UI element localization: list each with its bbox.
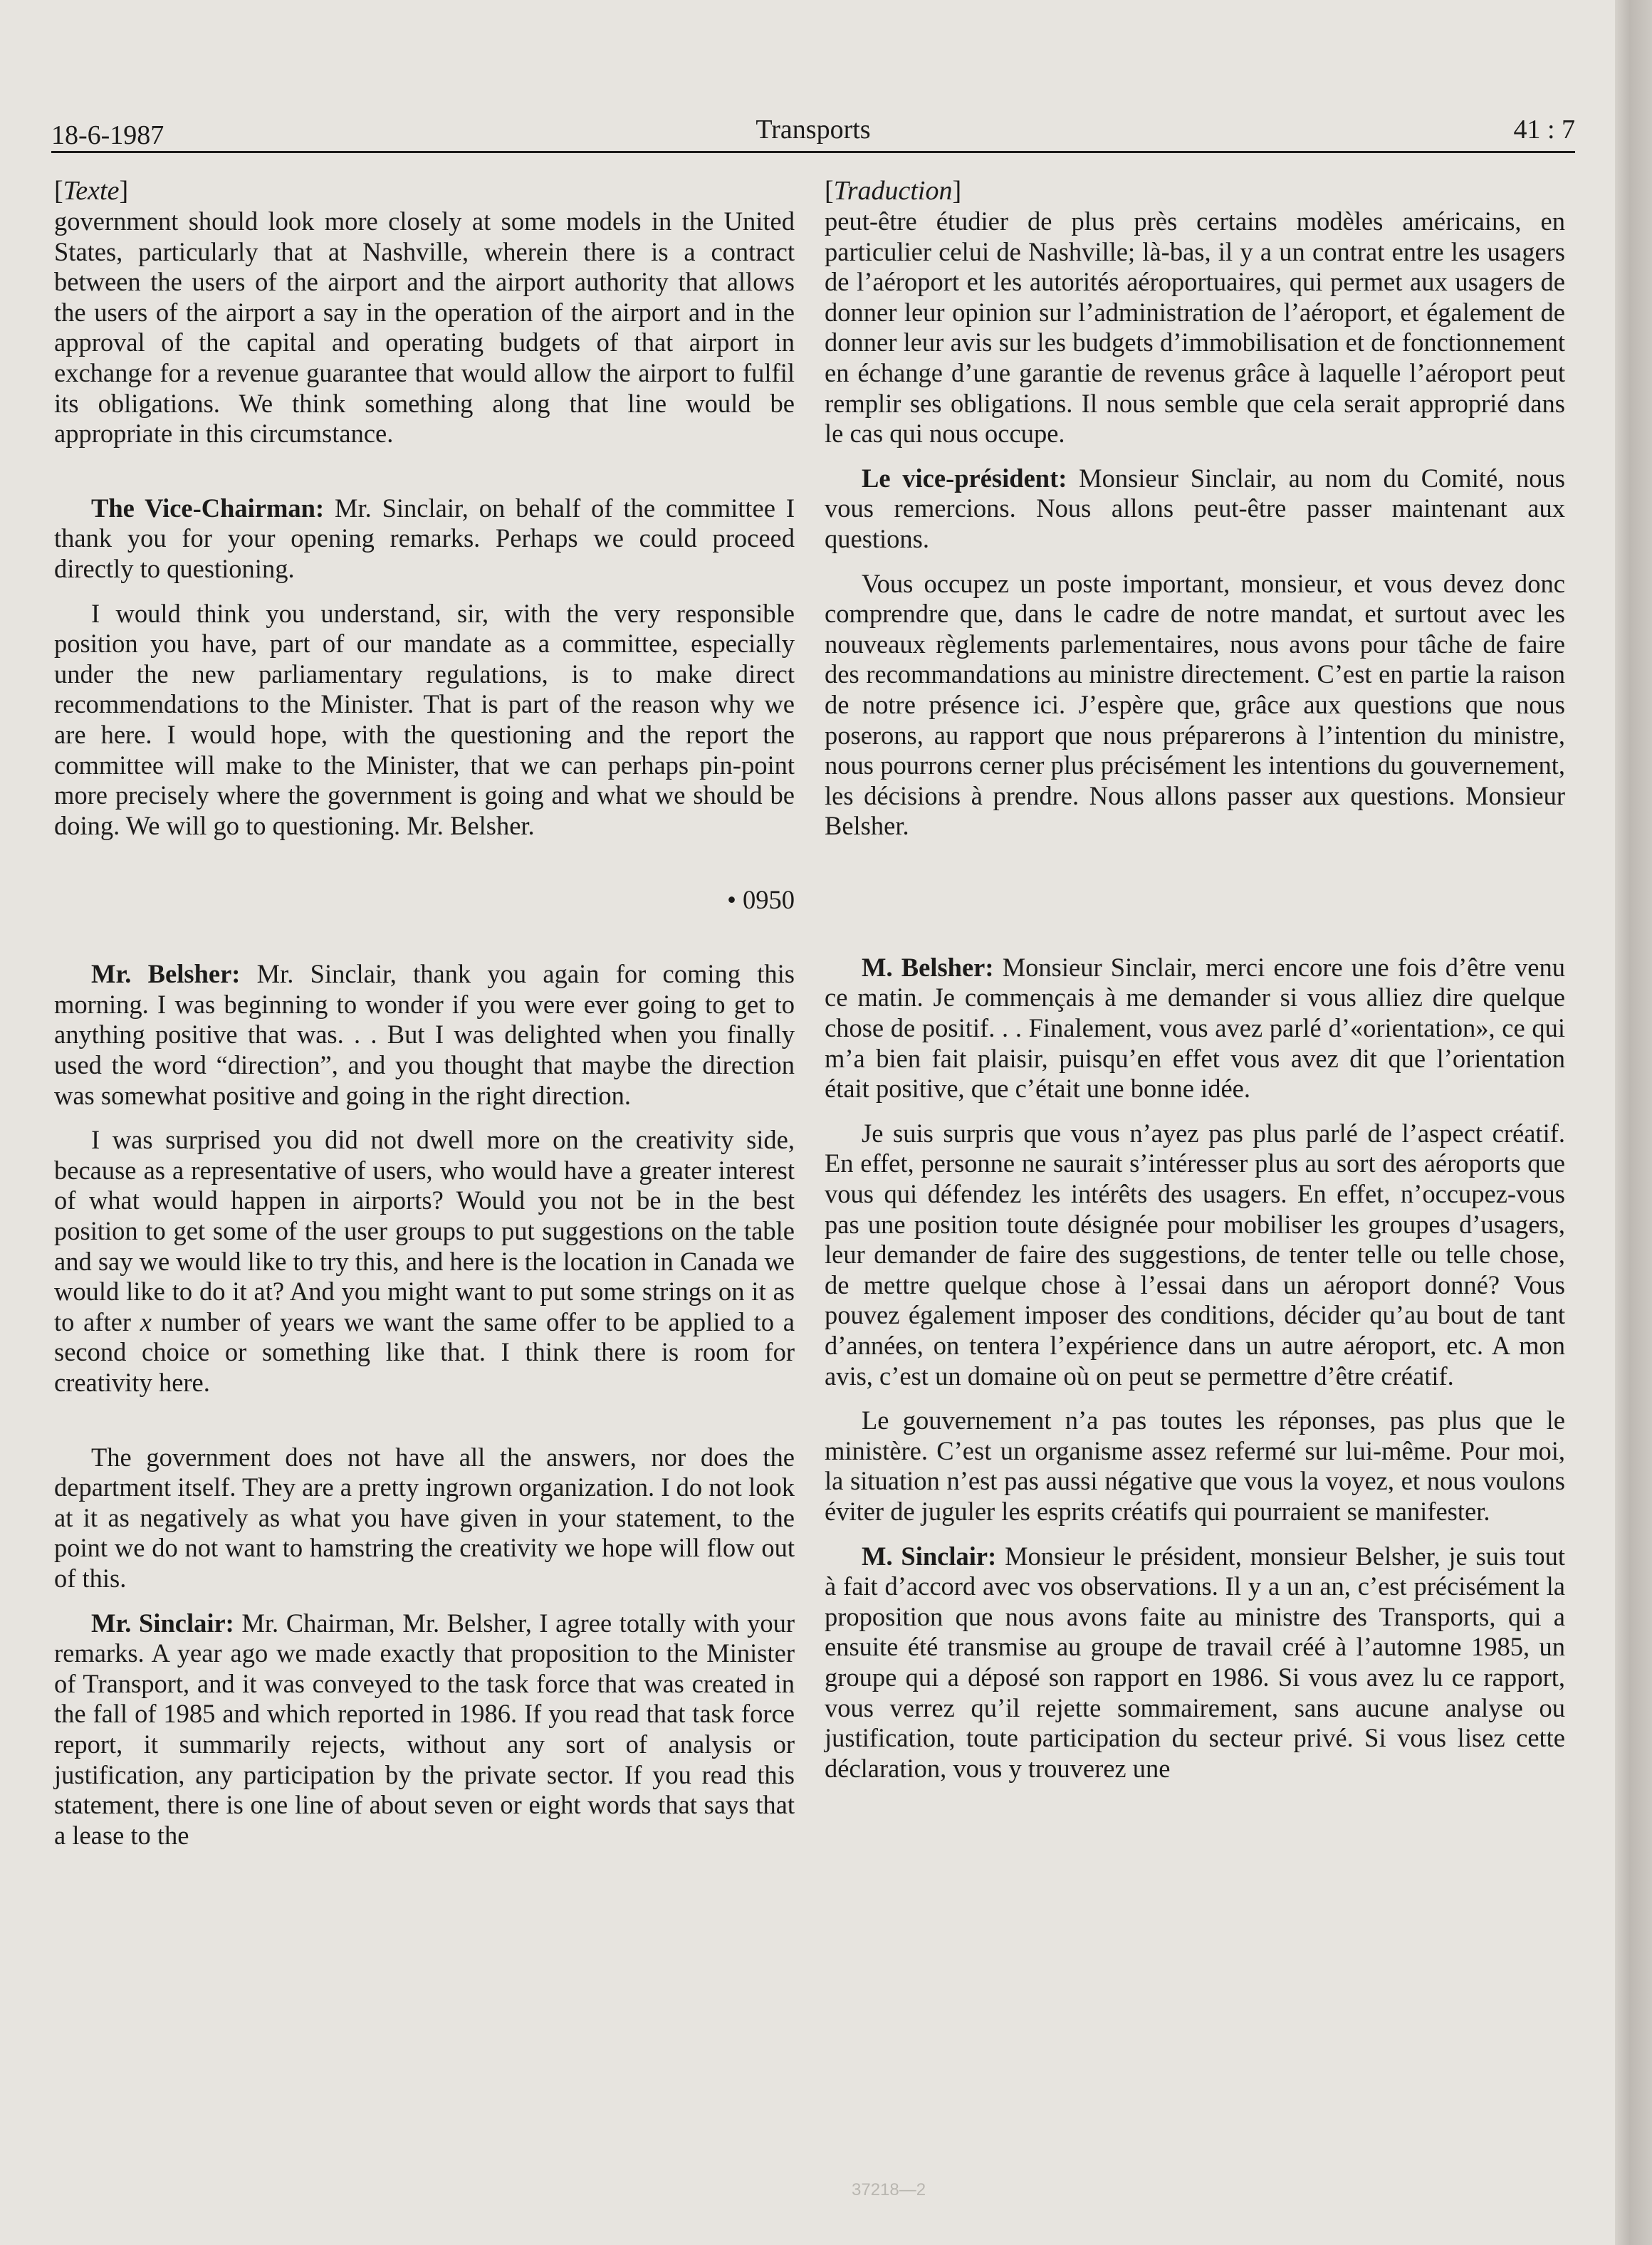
spacer xyxy=(54,1413,795,1443)
paragraph: Vous occupez un poste important, monsieur, et vous devez donc comprendre que, dans le cadre de notre mandat, et surtout avec les nouveaux règlements parlementaires, nous avons pour tâche de faire des recommandations au ministre directement. C’est en partie la raison de notre présence ici. J’espère que, grâce aux questions que nous poserons, au rapport que nous préparerons à l’intention du ministre, nous pourrons cerner plus précisément les intentions du gouvernement, les décisions à prendre. Nous allons passer aux questions. Monsieur Belsher. xyxy=(825,568,1565,841)
page-edge xyxy=(1615,0,1652,2245)
speech-text: Mr. Sinclair, on behalf of the committee I thank you for your opening remarks. Perhaps we could proceed directly to questioning. xyxy=(54,493,795,583)
section-heading-texte: [Texte] xyxy=(54,176,129,206)
speaker-paragraph xyxy=(825,1542,1565,1784)
speaker-name: The Vice-Chairman: xyxy=(91,493,325,523)
english-column xyxy=(54,175,795,1865)
paragraph: I was surprised you did not dwell more on the creativity side, because as a representative of users, who would have a greater interest of what would happen in airports? Would you not be in the best position to get some of the user groups to put suggestions on the table and say we would like to try this, and here is the location in Canada we would like to do it at? And you might want to put some strings on it as to after x number of years we want the same offer to be applied to a second choice or something like that. I think there is room for creativity here. xyxy=(54,1125,795,1397)
spacer xyxy=(54,929,795,959)
speech-text: Monsieur Sinclair, au nom du Comité, nous vous remercions. Nous allons peut-être passer maintenant aux questions. xyxy=(825,463,1565,553)
speaker-name: M. Sinclair: xyxy=(862,1541,997,1571)
speech-text: Monsieur Sinclair, merci encore une fois d’être venu ce matin. Je commençais à me demander si vous alliez dire quelque chose de positif. . . Finalement, vous avez parlé d’«orientation», ce qui m’a bien fait plaisir, puisqu’en effet vous avez dit que l’orientation était positive, que c’était une bonne idée. xyxy=(825,952,1565,1104)
header-page-number: 41 : 7 xyxy=(1513,115,1575,145)
header-title: Transports xyxy=(756,115,871,145)
paragraph: Le gouvernement n’a pas toutes les réponses, pas plus que le ministère. C’est un organisme assez refermé sur lui-même. Pour moi, la situation n’est pas aussi négative que vous la voyez, et nous voulons éviter de juguler les esprits créatifs qui pourraient se manifester. xyxy=(825,1406,1565,1526)
spacer xyxy=(54,855,795,885)
header-date: 18-6-1987 xyxy=(51,120,164,150)
italic-variable: x xyxy=(140,1307,152,1336)
speech-text: Mr. Sinclair, thank you again for coming this morning. I was beginning to wonder if you were ever going to get to anything positive that was. . . But I was delighted when you finally used the word “direction”, and you thought that maybe the direction was somewhat positive and going in the right direction. xyxy=(54,959,795,1110)
speaker-name: M. Belsher: xyxy=(862,952,994,982)
running-head xyxy=(51,114,1575,157)
speaker-name: Le vice-président: xyxy=(862,463,1067,493)
time-marker: • 0950 xyxy=(727,885,795,915)
print-code: 37218—2 xyxy=(852,2180,926,2199)
speaker-paragraph xyxy=(54,959,795,1111)
speaker-paragraph xyxy=(54,493,795,585)
paragraph: Je suis surpris que vous n’ayez pas plus parlé de l’aspect créatif. En effet, personne ne saurait s’intéresser plus au sort des aéroports que vous qui défendez les intérêts des usagers. En effet, n’occupez-vous pas une position toute désignée pour mobiliser les groupes d’usagers, leur demander de faire des suggestions, de tenter telle ou telle chose, de mettre quelque chose à l’essai dans un aéroport donné? Vous pouvez également imposer des conditions, décider qu’au bout de tant d’années, on tentera l’expérience dans un autre aéroport, etc. A mon avis, c’est un domaine où on peut se permettre d’être créatif. xyxy=(825,1118,1565,1391)
french-column xyxy=(825,175,1565,1798)
speaker-paragraph xyxy=(825,464,1565,555)
paragraph: I would think you understand, sir, with the very responsible position you have, part of our mandate as a committee, especially under the new parliamentary regulations, is to make direct recommendations to the Minister. That is part of the reason why we are here. I would hope, with the questioning and the report the committee will make to the Minister, that we can perhaps pin-point more precisely where the government is going and what we should be doing. We will go to questioning. Mr. Belsher. xyxy=(54,598,795,840)
spacer xyxy=(825,856,1565,953)
paragraph: government should look more closely at some models in the United States, particularly that at Nashville, wherein there is a contract between the users of the airport and the airport authority that allows the users of the airport a say in the operation of the airport and in the approval of the capital and operating budgets of that airport in exchange for a revenue guarantee that would allow the airport to fulfil its obligations. We think something along that line would be appropriate in this circumstance. xyxy=(54,206,795,449)
paragraph: The government does not have all the answers, nor does the department itself. They are a pretty ingrown organization. I do not look at it as negatively as what you have given in your statement, to the point we do not want to hamstring the creativity we hope will flow out of this. xyxy=(54,1442,795,1593)
speaker-paragraph xyxy=(54,1608,795,1851)
speaker-paragraph xyxy=(825,953,1565,1104)
section-heading-traduction: [Traduction] xyxy=(825,176,962,206)
paragraph: peut-être étudier de plus près certains modèles américains, en particulier celui de Nashville; là-bas, il y a un contrat entre les usagers de l’aéroport et les autorités aéroportuaires, qui permet aux usagers de donner leur opinion sur l’administration de l’aéroport, et également de donner leur avis sur les budgets d’immobilisation et de fonctionnement en échange d’une garantie de revenus grâce à laquelle l’aéroport peut remplir ses obligations. Il nous semble que cela serait approprié dans le cas qui nous occupe. xyxy=(825,206,1565,449)
speaker-name: Mr. Belsher: xyxy=(91,959,241,989)
spacer xyxy=(54,464,795,493)
header-rule xyxy=(51,151,1575,153)
speech-text: Mr. Chairman, Mr. Belsher, I agree totally with your remarks. A year ago we made exactly that proposition to the Minister of Transport, and it was conveyed to the task force that was created in the fall of 1985 and which reported in 1986. If you read that task force report, it summarily rejects, without any sort of analysis or justification, any participation by the private sector. If you read this statement, there is one line of about seven or eight words that says that a lease to the xyxy=(54,1608,795,1850)
speech-text: Monsieur le président, monsieur Belsher, je suis tout à fait d’accord avec vos observations. Il y a un an, c’est précisément la proposition que nous avons faite au ministre des Transports, qui a ensuite été transmise au groupe de travail créé à l’automne 1985, un groupe qui a déposé son rapport en 1986. Si vous avez lu ce rapport, vous verrez qu’il rejette sommairement, sans aucune analyse ou justification, toute participation du secteur privé. Si vous lisez cette déclaration, vous y trouverez une xyxy=(825,1541,1566,1783)
speaker-name: Mr. Sinclair: xyxy=(91,1608,234,1638)
